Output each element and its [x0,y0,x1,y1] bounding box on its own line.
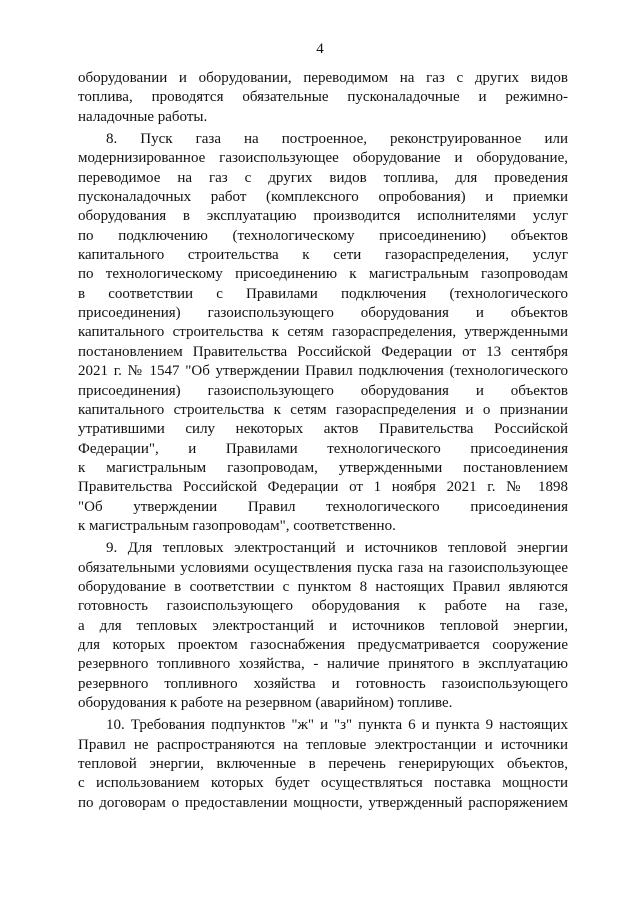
text-line: 9. Для тепловых электростанций и источников тепловой энергии [106,540,568,557]
text-line: по подключению (технологическому присоединению) объектов [78,227,568,244]
text-line: "Об утверждении Правил технологического присоединения [78,498,568,515]
text-line: переводимое на газ с других видов топлива, для проведения [78,169,568,186]
text-line: Правительства Российской Федерации от 1 ноября 2021 г. № 1898 [78,479,568,496]
text-line: оборудования в эксплуатацию производится исполнителями услуг [78,208,568,225]
text-line: а для тепловых электростанций и источников тепловой энергии, [78,617,568,634]
text-line: по технологическому присоединению к магистральным газопроводам [78,266,568,283]
text-line: оборудовании и оборудовании, переводимом на газ с других видов [78,70,568,86]
text-line: капитального строительства к сетям газораспределения, утвержденными [78,324,568,341]
text-line: к магистральным газопроводам", соответственно. [78,517,396,534]
text-line: резервного топливного хозяйства, - наличие принятого в эксплуатацию [78,656,568,673]
text-line: в соответствии с Правилами подключения (технологического [78,285,568,302]
text-line: постановлением Правительства Российской Федерации от 13 сентября [78,343,568,360]
text-line: 2021 г. № 1547 "Об утверждении Правил подключения (технологического [78,363,568,380]
text-line: капитального строительства к сети газораспределения, услуг [78,247,568,264]
paragraph-9 [78,539,568,713]
text-line: 10. Требования подпунктов "ж" и "з" пункта 6 и пункта 9 настоящих [106,717,568,734]
text-line: капитального строительства к сетям газораспределения и о признании [78,401,568,418]
paragraph-8 [78,130,568,536]
text-line: модернизированное газоиспользующее оборудование и оборудование, [78,150,568,167]
document-body [78,69,568,813]
text-line: присоединения) газоиспользующего оборудования и объектов [78,305,568,322]
paragraph-continuation [78,69,568,127]
text-line: 8. Пуск газа на построенное, реконструированное или [106,131,568,148]
text-line: утратившими силу некоторых актов Правительства Российской [78,421,568,438]
text-line: с использованием которых будет осуществляться поставка мощности [78,775,568,792]
text-line: по договорам о предоставлении мощности, утвержденный распоряжением [78,794,568,811]
text-line: тепловой энергии, включенные в перечень генерирующих объектов, [78,756,568,773]
paragraph-10 [78,716,568,813]
text-line: присоединения) газоиспользующего оборудования и объектов [78,382,568,399]
text-line: к магистральным газопроводам, утвержденными постановлением [78,459,568,476]
text-line: для которых проектом газоснабжения предусматривается сооружение [78,636,568,653]
text-line: топлива, проводятся обязательные пусконаладочные и режимно- [78,89,568,106]
text-line: готовность газоиспользующего оборудования к работе на газе, [78,598,568,615]
text-line: оборудования к работе на резервном (аварийном) топливе. [78,695,453,711]
text-line: оборудование в соответствии с пунктом 8 настоящих Правил являются [78,578,568,595]
page-number: 4 [316,41,324,57]
text-line: обязательными условиями осуществления пуска газа на газоиспользующее [78,559,568,576]
text-line: наладочные работы. [78,108,208,125]
text-line: Федерации", и Правилами технологического присоединения [78,440,568,457]
text-line: резервного топливного хозяйства и готовность газоиспользующего [78,675,568,692]
text-line: пусконаладочных работ (комплексного опробования) и приемки [78,189,568,206]
text-line: Правил не распространяются на тепловые электростанции и источники [78,736,568,753]
